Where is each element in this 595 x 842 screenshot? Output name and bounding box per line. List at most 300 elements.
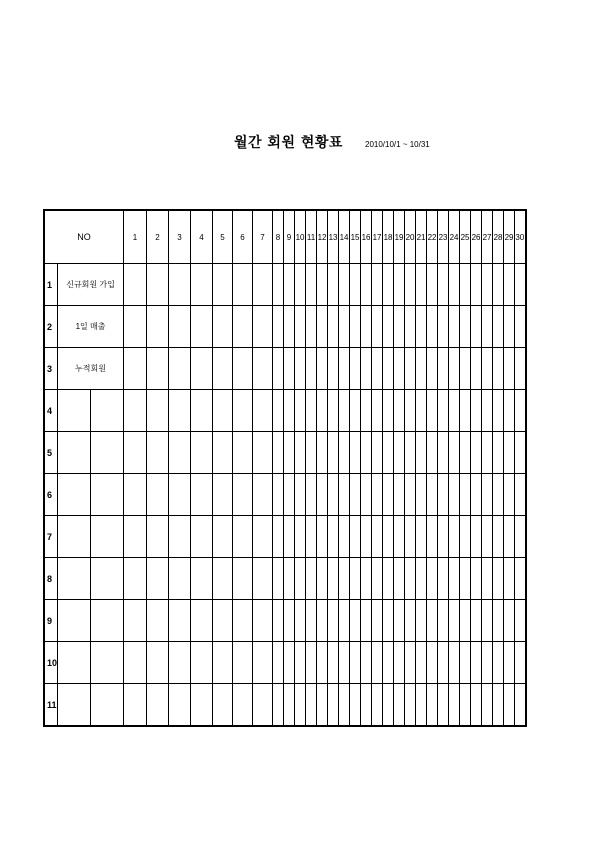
- day-cell-1[interactable]: [124, 264, 147, 306]
- day-cell-2[interactable]: [147, 306, 169, 348]
- day-cell-11[interactable]: [306, 600, 317, 642]
- day-cell-27[interactable]: [482, 432, 493, 474]
- day-cell-3[interactable]: [169, 642, 191, 684]
- day-cell-19[interactable]: [394, 600, 405, 642]
- day-cell-12[interactable]: [317, 390, 328, 432]
- day-cell-14[interactable]: [339, 516, 350, 558]
- day-cell-2[interactable]: [147, 684, 169, 727]
- day-cell-19[interactable]: [394, 558, 405, 600]
- day-cell-1[interactable]: [124, 516, 147, 558]
- day-cell-6[interactable]: [233, 600, 253, 642]
- day-cell-12[interactable]: [317, 432, 328, 474]
- day-cell-24[interactable]: [449, 348, 460, 390]
- day-cell-15[interactable]: [350, 432, 361, 474]
- day-cell-7[interactable]: [253, 558, 273, 600]
- day-cell-6[interactable]: [233, 306, 253, 348]
- day-cell-10[interactable]: [295, 684, 306, 727]
- row-label-cell[interactable]: [91, 642, 124, 684]
- day-cell-5[interactable]: [213, 516, 233, 558]
- day-cell-14[interactable]: [339, 390, 350, 432]
- day-cell-20[interactable]: [405, 306, 416, 348]
- day-cell-17[interactable]: [372, 642, 383, 684]
- day-cell-19[interactable]: [394, 516, 405, 558]
- day-cell-13[interactable]: [328, 348, 339, 390]
- day-cell-20[interactable]: [405, 642, 416, 684]
- day-cell-1[interactable]: [124, 684, 147, 727]
- day-cell-24[interactable]: [449, 474, 460, 516]
- day-cell-10[interactable]: [295, 264, 306, 306]
- day-cell-24[interactable]: [449, 684, 460, 727]
- day-cell-24[interactable]: [449, 432, 460, 474]
- day-cell-15[interactable]: [350, 390, 361, 432]
- day-cell-2[interactable]: [147, 558, 169, 600]
- day-cell-25[interactable]: [460, 264, 471, 306]
- day-cell-1[interactable]: [124, 474, 147, 516]
- day-cell-15[interactable]: [350, 516, 361, 558]
- day-cell-18[interactable]: [383, 558, 394, 600]
- day-cell-2[interactable]: [147, 432, 169, 474]
- day-cell-27[interactable]: [482, 306, 493, 348]
- day-cell-28[interactable]: [493, 390, 504, 432]
- day-cell-4[interactable]: [191, 684, 213, 727]
- day-cell-1[interactable]: [124, 432, 147, 474]
- day-cell-3[interactable]: [169, 516, 191, 558]
- day-cell-17[interactable]: [372, 390, 383, 432]
- day-cell-29[interactable]: [504, 432, 515, 474]
- day-cell-17[interactable]: [372, 432, 383, 474]
- day-cell-26[interactable]: [471, 306, 482, 348]
- day-cell-3[interactable]: [169, 306, 191, 348]
- day-cell-16[interactable]: [361, 306, 372, 348]
- day-cell-22[interactable]: [427, 390, 438, 432]
- day-cell-3[interactable]: [169, 390, 191, 432]
- day-cell-11[interactable]: [306, 558, 317, 600]
- day-cell-26[interactable]: [471, 390, 482, 432]
- day-cell-19[interactable]: [394, 264, 405, 306]
- day-cell-20[interactable]: [405, 558, 416, 600]
- day-cell-18[interactable]: [383, 432, 394, 474]
- day-cell-27[interactable]: [482, 642, 493, 684]
- day-cell-25[interactable]: [460, 684, 471, 727]
- day-cell-27[interactable]: [482, 600, 493, 642]
- day-cell-19[interactable]: [394, 306, 405, 348]
- day-cell-10[interactable]: [295, 306, 306, 348]
- day-cell-23[interactable]: [438, 432, 449, 474]
- day-cell-18[interactable]: [383, 684, 394, 727]
- day-cell-26[interactable]: [471, 642, 482, 684]
- day-cell-4[interactable]: [191, 642, 213, 684]
- row-label-cell[interactable]: [91, 432, 124, 474]
- day-cell-2[interactable]: [147, 264, 169, 306]
- day-cell-21[interactable]: [416, 516, 427, 558]
- day-cell-6[interactable]: [233, 432, 253, 474]
- day-cell-21[interactable]: [416, 642, 427, 684]
- day-cell-25[interactable]: [460, 390, 471, 432]
- day-cell-3[interactable]: [169, 432, 191, 474]
- day-cell-23[interactable]: [438, 306, 449, 348]
- row-label-cell[interactable]: [91, 516, 124, 558]
- day-cell-29[interactable]: [504, 264, 515, 306]
- day-cell-18[interactable]: [383, 390, 394, 432]
- day-cell-25[interactable]: [460, 432, 471, 474]
- day-cell-16[interactable]: [361, 684, 372, 727]
- day-cell-22[interactable]: [427, 348, 438, 390]
- day-cell-23[interactable]: [438, 642, 449, 684]
- row-label-cell[interactable]: [58, 558, 91, 600]
- day-cell-28[interactable]: [493, 348, 504, 390]
- row-label-cell[interactable]: [58, 642, 91, 684]
- day-cell-12[interactable]: [317, 348, 328, 390]
- day-cell-12[interactable]: [317, 558, 328, 600]
- day-cell-19[interactable]: [394, 684, 405, 727]
- day-cell-27[interactable]: [482, 516, 493, 558]
- day-cell-24[interactable]: [449, 390, 460, 432]
- day-cell-29[interactable]: [504, 684, 515, 727]
- day-cell-21[interactable]: [416, 264, 427, 306]
- day-cell-30[interactable]: [515, 264, 526, 306]
- day-cell-16[interactable]: [361, 516, 372, 558]
- day-cell-3[interactable]: [169, 684, 191, 727]
- day-cell-7[interactable]: [253, 684, 273, 727]
- day-cell-30[interactable]: [515, 390, 526, 432]
- day-cell-4[interactable]: [191, 432, 213, 474]
- day-cell-25[interactable]: [460, 600, 471, 642]
- day-cell-9[interactable]: [284, 306, 295, 348]
- day-cell-14[interactable]: [339, 432, 350, 474]
- row-label-cell[interactable]: [58, 390, 91, 432]
- day-cell-20[interactable]: [405, 432, 416, 474]
- day-cell-11[interactable]: [306, 348, 317, 390]
- day-cell-7[interactable]: [253, 516, 273, 558]
- day-cell-19[interactable]: [394, 642, 405, 684]
- day-cell-10[interactable]: [295, 642, 306, 684]
- row-label-cell[interactable]: [58, 432, 91, 474]
- day-cell-21[interactable]: [416, 684, 427, 727]
- day-cell-29[interactable]: [504, 516, 515, 558]
- day-cell-17[interactable]: [372, 306, 383, 348]
- day-cell-10[interactable]: [295, 390, 306, 432]
- day-cell-4[interactable]: [191, 264, 213, 306]
- day-cell-3[interactable]: [169, 264, 191, 306]
- day-cell-13[interactable]: [328, 642, 339, 684]
- day-cell-4[interactable]: [191, 474, 213, 516]
- day-cell-5[interactable]: [213, 558, 233, 600]
- day-cell-22[interactable]: [427, 558, 438, 600]
- day-cell-24[interactable]: [449, 558, 460, 600]
- day-cell-4[interactable]: [191, 306, 213, 348]
- day-cell-14[interactable]: [339, 558, 350, 600]
- day-cell-16[interactable]: [361, 264, 372, 306]
- day-cell-23[interactable]: [438, 600, 449, 642]
- day-cell-9[interactable]: [284, 390, 295, 432]
- day-cell-7[interactable]: [253, 600, 273, 642]
- day-cell-9[interactable]: [284, 642, 295, 684]
- day-cell-8[interactable]: [273, 516, 284, 558]
- day-cell-19[interactable]: [394, 432, 405, 474]
- row-label-cell[interactable]: [91, 558, 124, 600]
- day-cell-7[interactable]: [253, 642, 273, 684]
- day-cell-17[interactable]: [372, 264, 383, 306]
- day-cell-2[interactable]: [147, 642, 169, 684]
- day-cell-22[interactable]: [427, 642, 438, 684]
- row-label-cell[interactable]: [91, 684, 124, 727]
- day-cell-19[interactable]: [394, 474, 405, 516]
- day-cell-1[interactable]: [124, 306, 147, 348]
- day-cell-9[interactable]: [284, 600, 295, 642]
- day-cell-28[interactable]: [493, 558, 504, 600]
- day-cell-27[interactable]: [482, 264, 493, 306]
- day-cell-15[interactable]: [350, 642, 361, 684]
- day-cell-27[interactable]: [482, 558, 493, 600]
- day-cell-13[interactable]: [328, 684, 339, 727]
- day-cell-22[interactable]: [427, 684, 438, 727]
- day-cell-22[interactable]: [427, 306, 438, 348]
- day-cell-12[interactable]: [317, 306, 328, 348]
- day-cell-25[interactable]: [460, 516, 471, 558]
- day-cell-16[interactable]: [361, 558, 372, 600]
- day-cell-14[interactable]: [339, 642, 350, 684]
- day-cell-6[interactable]: [233, 474, 253, 516]
- day-cell-12[interactable]: [317, 600, 328, 642]
- day-cell-8[interactable]: [273, 474, 284, 516]
- day-cell-25[interactable]: [460, 474, 471, 516]
- day-cell-29[interactable]: [504, 642, 515, 684]
- row-label-cell[interactable]: [91, 390, 124, 432]
- day-cell-7[interactable]: [253, 390, 273, 432]
- day-cell-11[interactable]: [306, 264, 317, 306]
- day-cell-30[interactable]: [515, 642, 526, 684]
- day-cell-15[interactable]: [350, 348, 361, 390]
- day-cell-17[interactable]: [372, 474, 383, 516]
- day-cell-6[interactable]: [233, 264, 253, 306]
- day-cell-11[interactable]: [306, 516, 317, 558]
- day-cell-8[interactable]: [273, 684, 284, 727]
- day-cell-17[interactable]: [372, 516, 383, 558]
- day-cell-3[interactable]: [169, 474, 191, 516]
- day-cell-13[interactable]: [328, 474, 339, 516]
- day-cell-10[interactable]: [295, 348, 306, 390]
- day-cell-15[interactable]: [350, 264, 361, 306]
- day-cell-9[interactable]: [284, 348, 295, 390]
- day-cell-17[interactable]: [372, 684, 383, 727]
- day-cell-21[interactable]: [416, 390, 427, 432]
- day-cell-12[interactable]: [317, 684, 328, 727]
- day-cell-13[interactable]: [328, 600, 339, 642]
- day-cell-16[interactable]: [361, 348, 372, 390]
- day-cell-8[interactable]: [273, 600, 284, 642]
- day-cell-22[interactable]: [427, 474, 438, 516]
- day-cell-9[interactable]: [284, 516, 295, 558]
- row-label-cell[interactable]: [91, 474, 124, 516]
- day-cell-30[interactable]: [515, 684, 526, 727]
- day-cell-4[interactable]: [191, 516, 213, 558]
- day-cell-13[interactable]: [328, 432, 339, 474]
- day-cell-24[interactable]: [449, 306, 460, 348]
- day-cell-7[interactable]: [253, 264, 273, 306]
- day-cell-24[interactable]: [449, 264, 460, 306]
- row-label-cell[interactable]: [91, 600, 124, 642]
- day-cell-18[interactable]: [383, 474, 394, 516]
- day-cell-21[interactable]: [416, 474, 427, 516]
- day-cell-26[interactable]: [471, 558, 482, 600]
- day-cell-15[interactable]: [350, 684, 361, 727]
- row-label-cell[interactable]: [58, 474, 91, 516]
- day-cell-12[interactable]: [317, 516, 328, 558]
- day-cell-9[interactable]: [284, 558, 295, 600]
- day-cell-13[interactable]: [328, 390, 339, 432]
- day-cell-16[interactable]: [361, 432, 372, 474]
- day-cell-8[interactable]: [273, 348, 284, 390]
- day-cell-11[interactable]: [306, 432, 317, 474]
- day-cell-22[interactable]: [427, 516, 438, 558]
- day-cell-20[interactable]: [405, 516, 416, 558]
- day-cell-22[interactable]: [427, 264, 438, 306]
- day-cell-20[interactable]: [405, 600, 416, 642]
- day-cell-7[interactable]: [253, 474, 273, 516]
- day-cell-18[interactable]: [383, 264, 394, 306]
- day-cell-5[interactable]: [213, 264, 233, 306]
- day-cell-1[interactable]: [124, 348, 147, 390]
- day-cell-23[interactable]: [438, 264, 449, 306]
- day-cell-28[interactable]: [493, 516, 504, 558]
- day-cell-22[interactable]: [427, 432, 438, 474]
- day-cell-26[interactable]: [471, 516, 482, 558]
- day-cell-26[interactable]: [471, 432, 482, 474]
- day-cell-15[interactable]: [350, 306, 361, 348]
- day-cell-7[interactable]: [253, 348, 273, 390]
- day-cell-11[interactable]: [306, 474, 317, 516]
- day-cell-29[interactable]: [504, 306, 515, 348]
- day-cell-18[interactable]: [383, 516, 394, 558]
- day-cell-10[interactable]: [295, 558, 306, 600]
- day-cell-29[interactable]: [504, 348, 515, 390]
- day-cell-29[interactable]: [504, 558, 515, 600]
- day-cell-4[interactable]: [191, 558, 213, 600]
- row-label-cell[interactable]: [58, 516, 91, 558]
- day-cell-11[interactable]: [306, 306, 317, 348]
- day-cell-13[interactable]: [328, 306, 339, 348]
- day-cell-12[interactable]: [317, 642, 328, 684]
- day-cell-23[interactable]: [438, 390, 449, 432]
- day-cell-17[interactable]: [372, 558, 383, 600]
- day-cell-15[interactable]: [350, 558, 361, 600]
- day-cell-27[interactable]: [482, 348, 493, 390]
- day-cell-9[interactable]: [284, 264, 295, 306]
- day-cell-14[interactable]: [339, 264, 350, 306]
- day-cell-3[interactable]: [169, 600, 191, 642]
- row-label[interactable]: 누적회원: [58, 348, 124, 390]
- day-cell-9[interactable]: [284, 474, 295, 516]
- day-cell-16[interactable]: [361, 390, 372, 432]
- day-cell-30[interactable]: [515, 348, 526, 390]
- day-cell-23[interactable]: [438, 474, 449, 516]
- day-cell-14[interactable]: [339, 600, 350, 642]
- day-cell-10[interactable]: [295, 516, 306, 558]
- day-cell-16[interactable]: [361, 474, 372, 516]
- day-cell-26[interactable]: [471, 600, 482, 642]
- day-cell-14[interactable]: [339, 684, 350, 727]
- day-cell-11[interactable]: [306, 642, 317, 684]
- row-label[interactable]: 1일 매출: [58, 306, 124, 348]
- day-cell-12[interactable]: [317, 264, 328, 306]
- day-cell-17[interactable]: [372, 600, 383, 642]
- day-cell-9[interactable]: [284, 432, 295, 474]
- day-cell-10[interactable]: [295, 600, 306, 642]
- day-cell-1[interactable]: [124, 558, 147, 600]
- day-cell-15[interactable]: [350, 474, 361, 516]
- day-cell-30[interactable]: [515, 600, 526, 642]
- day-cell-8[interactable]: [273, 558, 284, 600]
- day-cell-21[interactable]: [416, 558, 427, 600]
- day-cell-20[interactable]: [405, 348, 416, 390]
- day-cell-5[interactable]: [213, 432, 233, 474]
- day-cell-20[interactable]: [405, 390, 416, 432]
- day-cell-24[interactable]: [449, 600, 460, 642]
- day-cell-18[interactable]: [383, 600, 394, 642]
- day-cell-5[interactable]: [213, 474, 233, 516]
- day-cell-10[interactable]: [295, 474, 306, 516]
- day-cell-2[interactable]: [147, 390, 169, 432]
- day-cell-4[interactable]: [191, 348, 213, 390]
- day-cell-22[interactable]: [427, 600, 438, 642]
- day-cell-5[interactable]: [213, 306, 233, 348]
- day-cell-21[interactable]: [416, 306, 427, 348]
- day-cell-6[interactable]: [233, 348, 253, 390]
- day-cell-13[interactable]: [328, 264, 339, 306]
- day-cell-10[interactable]: [295, 432, 306, 474]
- day-cell-5[interactable]: [213, 642, 233, 684]
- day-cell-16[interactable]: [361, 600, 372, 642]
- day-cell-5[interactable]: [213, 600, 233, 642]
- day-cell-4[interactable]: [191, 390, 213, 432]
- day-cell-25[interactable]: [460, 558, 471, 600]
- day-cell-27[interactable]: [482, 474, 493, 516]
- day-cell-30[interactable]: [515, 306, 526, 348]
- day-cell-11[interactable]: [306, 684, 317, 727]
- day-cell-1[interactable]: [124, 600, 147, 642]
- day-cell-18[interactable]: [383, 642, 394, 684]
- day-cell-26[interactable]: [471, 264, 482, 306]
- day-cell-6[interactable]: [233, 642, 253, 684]
- day-cell-2[interactable]: [147, 516, 169, 558]
- day-cell-12[interactable]: [317, 474, 328, 516]
- day-cell-19[interactable]: [394, 348, 405, 390]
- day-cell-25[interactable]: [460, 642, 471, 684]
- day-cell-8[interactable]: [273, 432, 284, 474]
- day-cell-26[interactable]: [471, 348, 482, 390]
- day-cell-30[interactable]: [515, 432, 526, 474]
- day-cell-14[interactable]: [339, 474, 350, 516]
- day-cell-27[interactable]: [482, 390, 493, 432]
- day-cell-26[interactable]: [471, 684, 482, 727]
- day-cell-8[interactable]: [273, 642, 284, 684]
- day-cell-14[interactable]: [339, 306, 350, 348]
- day-cell-30[interactable]: [515, 558, 526, 600]
- day-cell-20[interactable]: [405, 264, 416, 306]
- day-cell-18[interactable]: [383, 306, 394, 348]
- day-cell-13[interactable]: [328, 558, 339, 600]
- day-cell-8[interactable]: [273, 390, 284, 432]
- row-label-cell[interactable]: [58, 684, 91, 727]
- day-cell-25[interactable]: [460, 306, 471, 348]
- day-cell-24[interactable]: [449, 516, 460, 558]
- day-cell-29[interactable]: [504, 474, 515, 516]
- day-cell-23[interactable]: [438, 516, 449, 558]
- day-cell-3[interactable]: [169, 558, 191, 600]
- day-cell-28[interactable]: [493, 474, 504, 516]
- day-cell-6[interactable]: [233, 390, 253, 432]
- day-cell-6[interactable]: [233, 516, 253, 558]
